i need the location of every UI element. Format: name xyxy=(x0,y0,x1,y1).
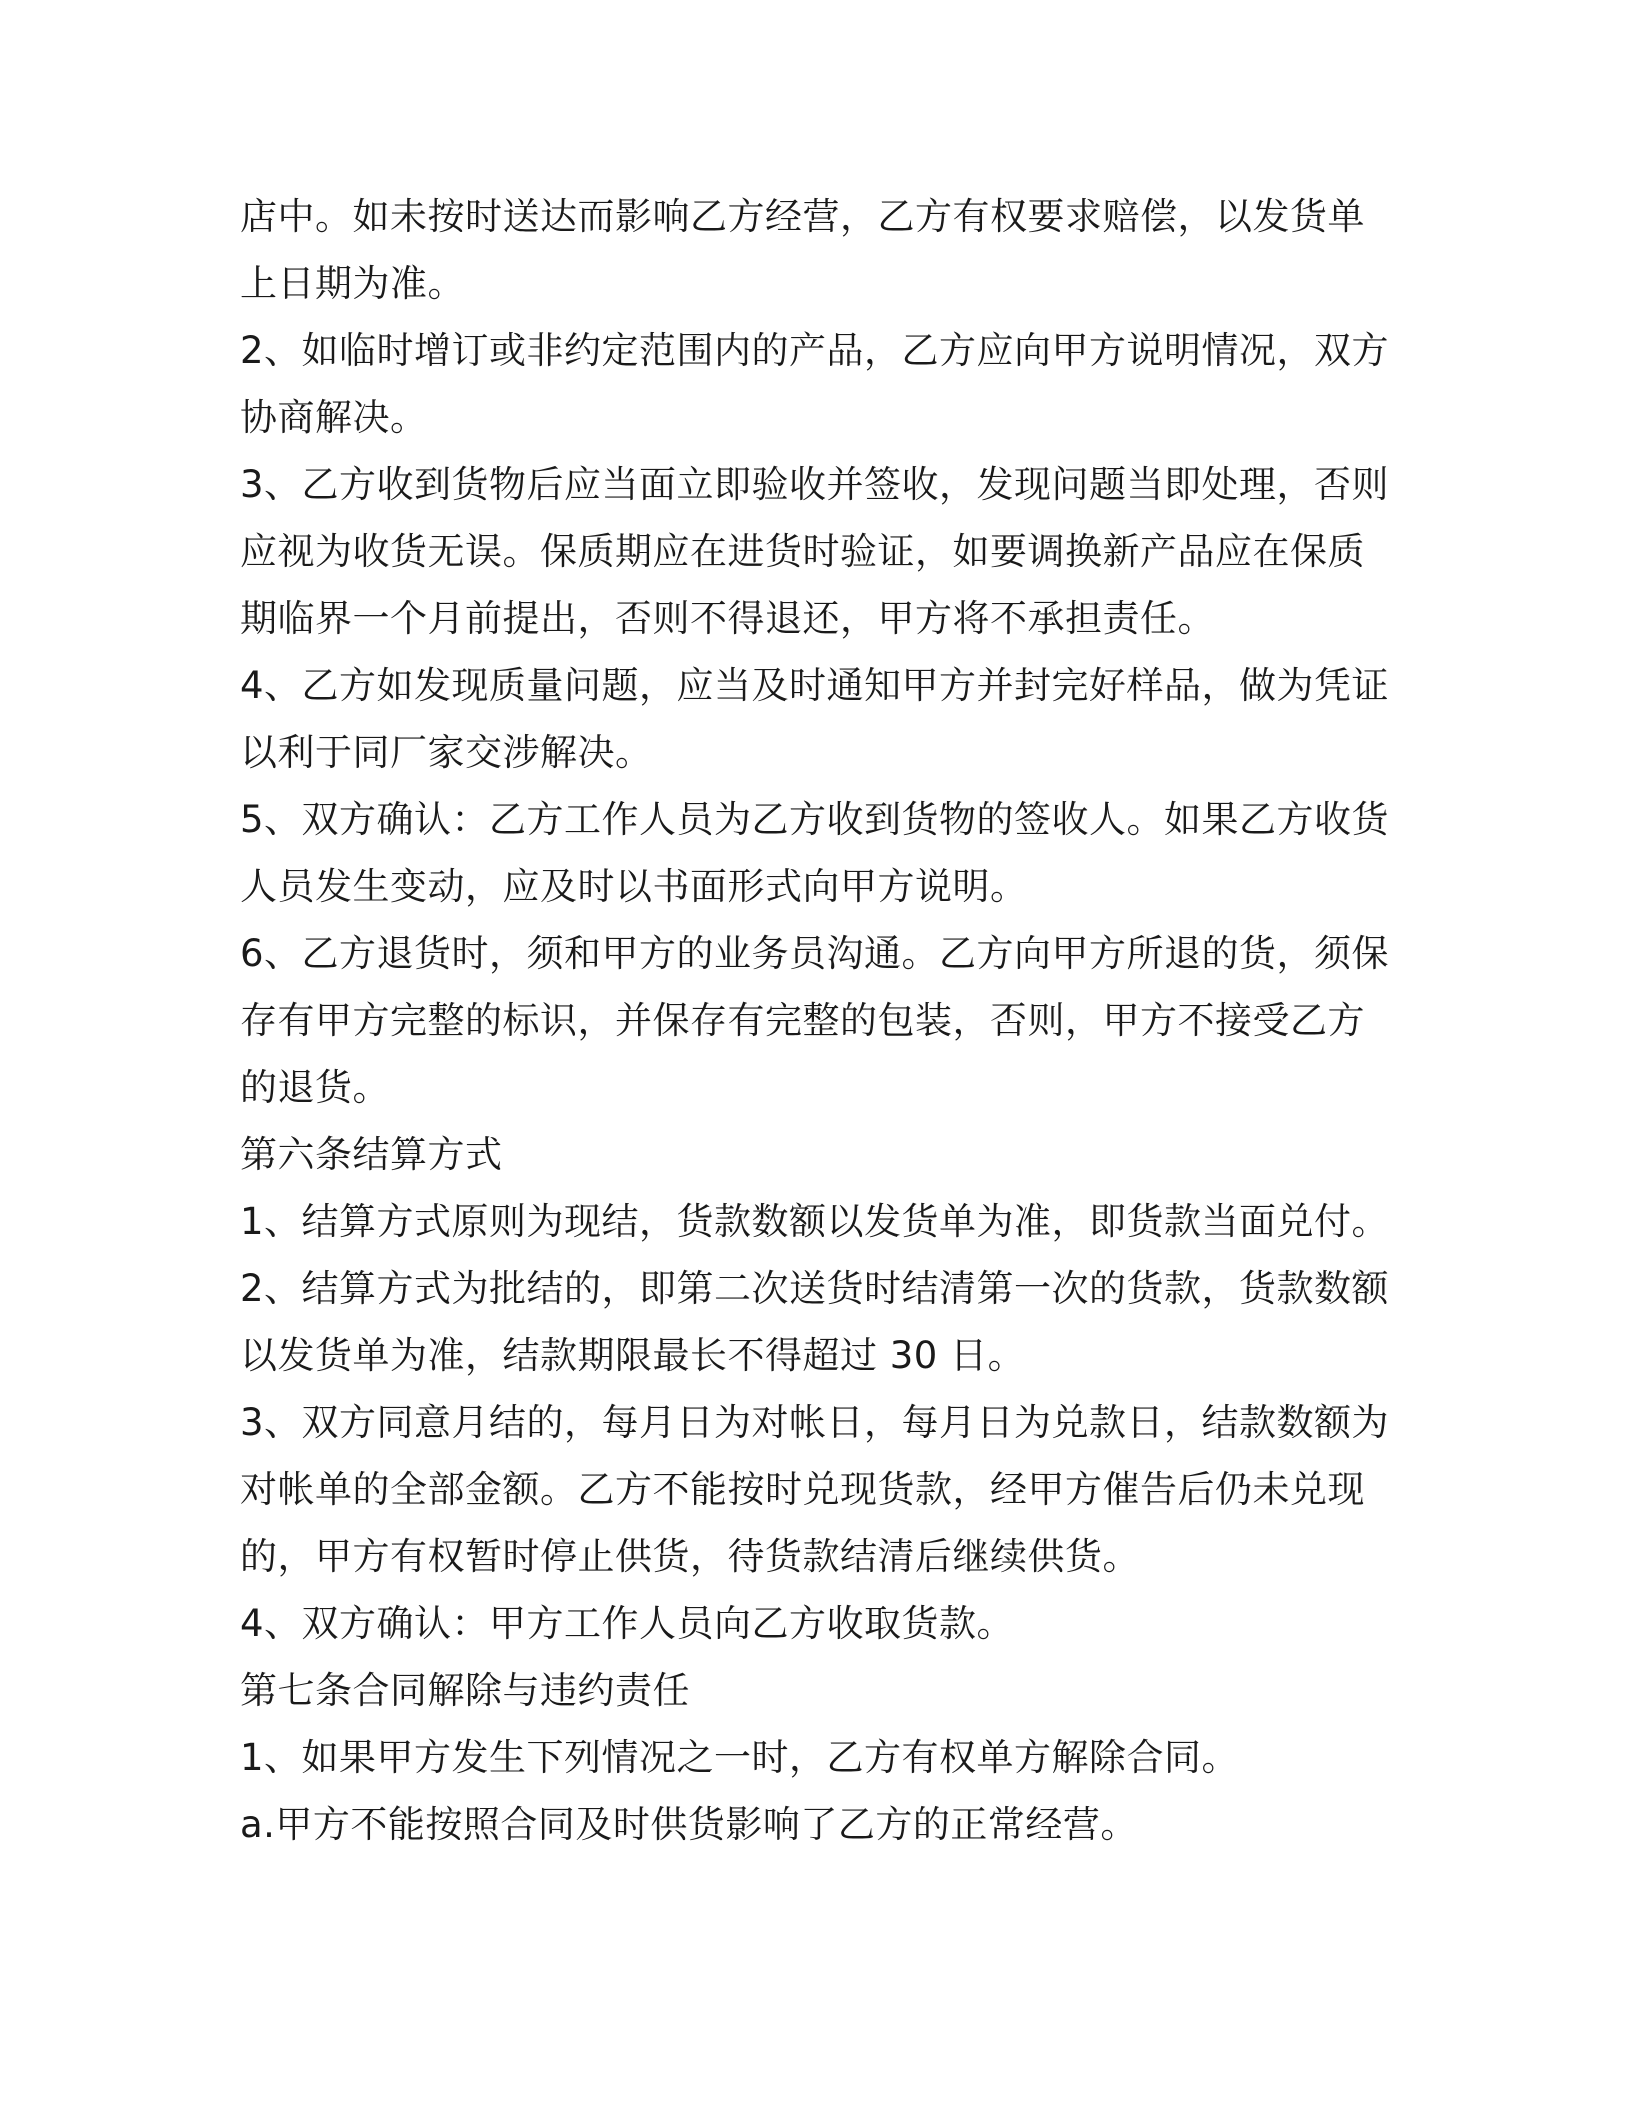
section-heading-article-6: 第六条结算方式 xyxy=(240,1133,503,1176)
settlement-clause-3-line: 3、双方同意月结的，每月日为对帐日，每月日为兑款日，结款数额为 xyxy=(240,1401,1390,1444)
document-page xyxy=(240,183,1400,1858)
text-line: 以利于同厂家交涉解决。 xyxy=(240,731,653,774)
text-line: 的退货。 xyxy=(240,1066,390,1109)
clause-6-line: 6、乙方退货时，须和甲方的业务员沟通。乙方向甲方所退的货，须保 xyxy=(240,932,1390,975)
settlement-clause-1-line: 1、结算方式原则为现结，货款数额以发货单为准，即货款当面兑付。 xyxy=(240,1200,1390,1243)
clause-4-line: 4、乙方如发现质量问题，应当及时通知甲方并封完好样品，做为凭证 xyxy=(240,664,1390,707)
clause-3-line: 3、乙方收到货物后应当面立即验收并签收，发现问题当即处理，否则 xyxy=(240,463,1390,506)
clause-2-line: 2、如临时增订或非约定范围内的产品，乙方应向甲方说明情况，双方 xyxy=(240,329,1390,372)
text-line: 存有甲方完整的标识，并保存有完整的包装，否则，甲方不接受乙方 xyxy=(240,999,1365,1042)
termination-item-a-line: a.甲方不能按照合同及时供货影响了乙方的正常经营。 xyxy=(240,1803,1138,1846)
termination-clause-1-line: 1、如果甲方发生下列情况之一时，乙方有权单方解除合同。 xyxy=(240,1736,1240,1779)
section-heading-article-7: 第七条合同解除与违约责任 xyxy=(240,1669,690,1712)
text-line: 应视为收货无误。保质期应在进货时验证，如要调换新产品应在保质 xyxy=(240,530,1365,573)
settlement-clause-2-line: 2、结算方式为批结的，即第二次送货时结清第一次的货款，货款数额 xyxy=(240,1267,1390,1310)
text-line: 协商解决。 xyxy=(240,396,428,439)
text-line: 上日期为准。 xyxy=(240,262,465,305)
text-line: 店中。如未按时送达而影响乙方经营，乙方有权要求赔偿，以发货单 xyxy=(240,195,1365,238)
text-line: 以发货单为准，结款期限最长不得超过 30 日。 xyxy=(240,1334,1026,1377)
text-line: 对帐单的全部金额。乙方不能按时兑现货款，经甲方催告后仍未兑现 xyxy=(240,1468,1365,1511)
text-line: 的，甲方有权暂时停止供货，待货款结清后继续供货。 xyxy=(240,1535,1140,1578)
text-line: 人员发生变动，应及时以书面形式向甲方说明。 xyxy=(240,865,1028,908)
settlement-clause-4-line: 4、双方确认：甲方工作人员向乙方收取货款。 xyxy=(240,1602,1015,1645)
clause-5-line: 5、双方确认：乙方工作人员为乙方收到货物的签收人。如果乙方收货 xyxy=(240,798,1390,841)
text-line: 期临界一个月前提出，否则不得退还，甲方将不承担责任。 xyxy=(240,597,1215,640)
